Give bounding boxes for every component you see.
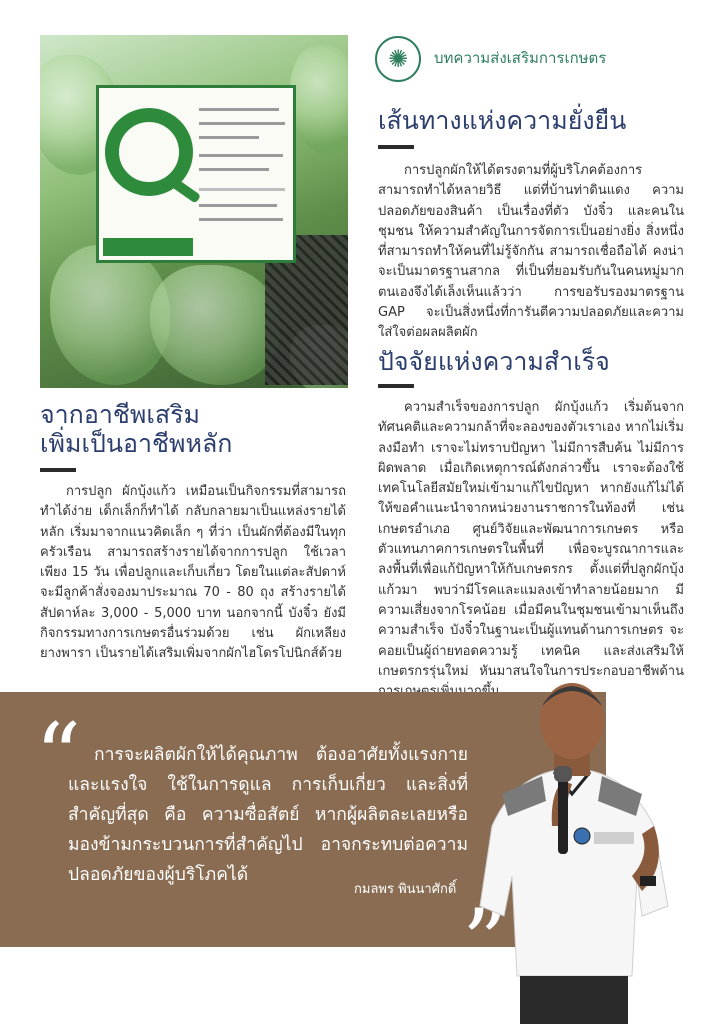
vegetable-photo xyxy=(40,35,348,388)
section-body-career: การปลูก ผักบุ้งแก้ว เหมือนเป็นกิจกรรมที่สามารถทำได้ง่าย เด็กเล็กก็ทำได้ กลับกลายมาเป็นแหล่งรายได้หลัก เริ่มมาจากแนวคิดเล็ก ๆ ที่ว่า เป็นผักที่ต้องมีในทุกครัวเรือน สามารถสร้างรายได้จากการปลูก ใช้เวลาเพียง 15 วัน เพื่อปลูกและเก็บเกี่ยว โดยในแต่ละสัปดาห์จะมีลูกค้าสั่งจองมาประมาณ 70 - 80 ถุง สร้างรายได้สัปดาห์ละ 3,000 - 5,000 บาท นอกจากนี้ บังจิ๋ว ยังมีกิจกรรมทางการเกษตรอื่นร่วมด้วย เช่น ผักเหลียง ยางพารา เป็นรายได้เสริมเพิ่มจากผักไฮโดรโปนิกส์ด้วย xyxy=(40,484,346,662)
section-title-sustainability: เส้นทางแห่งความยั่งยืน xyxy=(378,106,627,135)
section-title-career-line1: จากอาชีพเสริม xyxy=(40,400,201,429)
brand-title: บทความส่งเสริมการเกษตร xyxy=(434,49,607,67)
q-mark xyxy=(105,108,193,196)
credit-line-1: ภาพ / เรียบเรียง : นายณัฐวิทย์ ญาณพิสุทธิ์กุล xyxy=(40,956,283,971)
quote-text: การจะผลิตผักให้ได้คุณภาพ ต้องอาศัยทั้งแรงกายและแรงใจ ใช้ในการดูแล การเก็บเกี่ยว และสิ่งที่สำคัญที่สุด คือ ความซื่อสัตย์ หากผู้ผลิตละเลยหรือมองข้ามกระบวนการที่สำคัญไป อาจกระทบต่อความปลอดภัยของผู้บริโภคได้ xyxy=(68,745,468,885)
open-quote-icon: “ xyxy=(35,704,82,809)
q-gap-certificate-icon xyxy=(96,85,296,263)
cert-footer xyxy=(103,238,193,256)
close-quote-icon: ” xyxy=(462,890,509,995)
section-title-career-line2: เพิ่มเป็นอาชีพหลัก xyxy=(40,429,233,458)
section-body-sustainability: การปลูกผักให้ได้ตรงตามที่ผู้บริโภคต้องการ สามารถทำได้หลายวิธี แต่ที่บ้านท่าดินแดง ความปลอดภัยของสินค้า เป็นเรื่องที่ตัว บังจิ๋ว และคนในชุมชน ให้ความสำคัญในการจัดการเป็นอย่างยิ่ง สิ่งหนึ่งที่สามารถทำให้คนที่ไม่รู้จักกัน สามารถเชื่อถือได้ คงน่าจะเป็นมาตรฐานสากล ที่เป็นที่ยอมรับกันในคนหมู่มาก ตนเองจึงได้เล็งเห็นแล้วว่า การขอรับรองมาตรฐาน GAP จะเป็นสิ่งหนึ่งที่การันตีความปลอดภัยและความใส่ใจต่อผลผลิตผัก xyxy=(378,163,684,341)
section-body-success: ความสำเร็จของการปลูก ผักบุ้งแก้ว เริ่มต้นจากทัศนคติและความกล้าที่จะลองของตัวเราเอง หากไม่เริ่มลงมือทำ เราจะไม่ทราบปัญหา ไม่มีการสืบค้น ไม่มีการผิดพลาด เมื่อเกิดเหตุการณ์ดังกล่าวขึ้น เราจะต้องใช้เทคโนโลยีสมัยใหม่เข้ามาแก้ไขปัญหา หากยังแก้ไม่ได้ ให้ขอคำแนะนำจากหน่วยงานราชการในท้องที่ เช่น เกษตรอำเภอ ศูนย์วิจัยและพัฒนาการเกษตร หรือตัวแทนภาคการเกษตรในพื้นที่ เพื่อจะบูรณาการและลงพื้นที่เพื่อแก้ปัญหาให้กับเกษตรกร ตั้งแต่ที่ปลูกผักบุ้งแก้วมา พบว่ามีโรคและแมลงเข้าทำลายน้อยมาก มีความเสี่ยงจากโรคน้อย เมื่อมีคนในชุมชนเข้ามาเห็นถึงความสำเร็จ บังจิ๋วในฐานะเป็นผู้แทนด้านการเกษตร จะคอยเป็นผู้ถ่ายทอดความรู้ เทคนิค และส่งเสริมให้เกษตรกรรุ่นใหม่ หันมาสนใจในการประกอบอาชีพด้าน xyxy=(378,400,684,679)
section-title-success: ปัจจัยแห่งความสำเร็จ xyxy=(378,347,610,376)
credit-line-2: นักวิชาการส่งเสริมการเกษตรชำนาญการ xyxy=(40,974,260,990)
credit-line-3: สำนักงานเกษตรอำเภอท้ายเหมือง จังหวัดพังงา xyxy=(40,993,288,1008)
title-divider xyxy=(378,145,414,149)
photo-credit xyxy=(40,955,287,1011)
quote-author: กมลพร พินนาศักดิ์ xyxy=(354,882,457,897)
title-divider xyxy=(378,384,414,388)
title-divider xyxy=(40,468,76,472)
dept-seal-icon: ✺ xyxy=(375,36,421,82)
speaker-portrait xyxy=(472,676,672,1024)
